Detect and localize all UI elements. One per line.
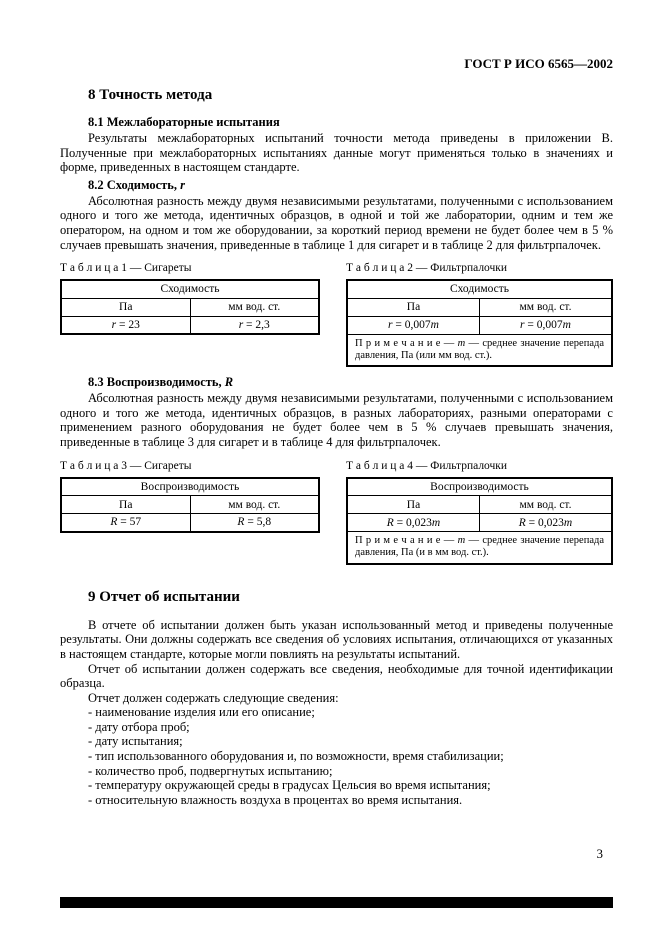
value-text: = 0,023 xyxy=(525,516,564,529)
value-text: = 23 xyxy=(116,318,140,331)
value-variable: r xyxy=(238,318,244,331)
table-row xyxy=(347,514,612,532)
table-4-col-mm: мм вод. ст. xyxy=(480,496,613,514)
table-1-caption: Т а б л и ц а 1 — Сигареты xyxy=(60,262,192,275)
table-1-block xyxy=(60,260,320,335)
table-3-col-pa: Па xyxy=(61,496,190,514)
table-row xyxy=(61,298,319,316)
table-row xyxy=(61,316,319,334)
value-variable: r xyxy=(111,318,117,331)
table-2-header-cell: Сходимость xyxy=(347,280,612,298)
table-2-col-pa: Па xyxy=(347,298,480,316)
section-8-1-title: 8.1 Межлабораторные испытания xyxy=(88,115,280,129)
note-variable: m xyxy=(457,535,466,547)
document-page xyxy=(60,56,613,807)
value-variable: R xyxy=(518,516,526,529)
table-row xyxy=(61,514,319,532)
value-text: = 57 xyxy=(117,516,142,529)
doc-header-number: ГОСТ Р ИСО 6565—2002 xyxy=(464,56,613,71)
table-4-value-pa xyxy=(347,514,480,532)
section-8-3-paragraph: Абсолютная разность между двумя независимыми результатами, полученными с использованием одного и того же метода, идентичных образцов, в разных лабораториях, разными операторами с применением разного оборудования не будет более чем в 5 % случаев превышать значения, приведенные в таблице 3 для сигарет и в таблице 4 для фильтрпалочек. xyxy=(60,391,613,450)
table-1 xyxy=(60,279,320,335)
list-item: - относительную влажность воздуха в процентах во время испытания. xyxy=(88,792,463,807)
table-4-col-pa: Па xyxy=(347,496,480,514)
value-text: = 0,007 xyxy=(524,319,563,332)
table-2-col-mm: мм вод. ст. xyxy=(480,298,613,316)
value-variable: R xyxy=(237,516,245,529)
table-row xyxy=(61,478,319,496)
table-row xyxy=(347,280,612,298)
table-1-col-pa: Па xyxy=(61,298,190,316)
table-2-note xyxy=(347,334,612,366)
table-3-col-mm: мм вод. ст. xyxy=(190,496,319,514)
tables-row-repeatability xyxy=(60,260,613,367)
table-3-value-mm xyxy=(190,514,319,532)
value-variable: m xyxy=(431,516,441,529)
section-8-2-title xyxy=(88,178,613,193)
section-9-paragraph-3: Отчет должен содержать следующие сведения: xyxy=(88,690,339,705)
value-variable: r xyxy=(520,319,525,332)
table-row xyxy=(61,496,319,514)
table-3-block xyxy=(60,458,320,533)
list-item: - температуру окружающей среды в градусах Цельсия во время испытания; xyxy=(88,778,491,793)
table-row xyxy=(347,496,612,514)
section-9-paragraph-2: Отчет об испытании должен содержать все сведения, необходимые для точной идентификации образца. xyxy=(60,661,613,691)
section-8-2-title-variable: r xyxy=(180,177,185,192)
note-text: — среднее значение перепада давления, Па (или мм вод. ст.). xyxy=(355,337,604,361)
table-3 xyxy=(60,477,320,533)
note-text: П р и м е ч а н и е — xyxy=(355,535,458,547)
list-item: - тип использованного оборудования и, по возможности, время стабилизации; xyxy=(88,749,504,764)
table-row xyxy=(61,280,319,298)
value-variable: R xyxy=(110,516,118,529)
table-4-caption: Т а б л и ц а 4 — Фильтрпалочки xyxy=(346,459,508,472)
section-9-paragraph-1: В отчете об испытании должен быть указан использованный метод и приведены полученные результаты. Они должны содержать все сведения об условиях испытания, отличающихся от указанных в настоящем стандарте, которые могли повлиять на результаты испытаний. xyxy=(60,617,613,661)
list-item: - дату отбора проб; xyxy=(88,719,190,734)
table-1-value-pa xyxy=(61,316,190,334)
list-item: - дату испытания; xyxy=(88,734,183,749)
table-4-value-mm xyxy=(480,514,613,532)
value-variable: m xyxy=(562,319,571,332)
list-item: - наименование изделия или его описание; xyxy=(88,705,315,720)
page-number: 3 xyxy=(596,846,603,861)
table-2-block xyxy=(346,260,613,367)
value-text: = 0,023 xyxy=(393,516,432,529)
table-1-header-cell: Сходимость xyxy=(61,280,319,298)
tables-row-reproducibility xyxy=(60,458,613,565)
section-9-title: 9 Отчет об испытании xyxy=(88,588,240,605)
table-row xyxy=(347,478,612,496)
section-8-1-paragraph: Результаты межлабораторных испытаний точности метода приведены в приложении В. Полученные при межлабораторных испытаниях данные могут применяться только в значениях и форме, приведенных в настоящем стандарте. xyxy=(60,131,613,175)
table-3-value-pa xyxy=(61,514,190,532)
table-4-header-cell: Воспроизводимость xyxy=(347,478,612,496)
table-4-note xyxy=(347,532,612,564)
section-8-3-title-variable: R xyxy=(224,375,234,390)
table-1-value-mm xyxy=(190,316,319,334)
value-variable: r xyxy=(388,319,393,332)
table-3-caption: Т а б л и ц а 3 — Сигареты xyxy=(60,459,192,472)
value-text: = 5,8 xyxy=(244,516,272,529)
value-text: = 0,007 xyxy=(392,319,431,332)
table-row xyxy=(347,532,612,564)
table-1-col-mm: мм вод. ст. xyxy=(190,298,319,316)
value-variable: m xyxy=(563,516,573,529)
table-2-caption: Т а б л и ц а 2 — Фильтрпалочки xyxy=(346,262,508,275)
table-4 xyxy=(346,477,613,565)
footer-rule-bar xyxy=(60,897,613,908)
section-8-3-title xyxy=(88,375,613,390)
table-row xyxy=(347,316,612,334)
note-variable: m xyxy=(457,337,466,349)
table-3-header-cell: Воспроизводимость xyxy=(61,478,319,496)
section-8-title: 8 Точность метода xyxy=(88,87,213,103)
value-variable: m xyxy=(430,319,439,332)
report-requirements-list xyxy=(60,705,613,807)
note-text: П р и м е ч а н и е — xyxy=(355,337,458,349)
table-row xyxy=(347,298,612,316)
value-text: = 2,3 xyxy=(243,318,270,331)
section-8-2-title-text: 8.2 Сходимость, xyxy=(88,177,181,192)
section-8-3-title-text: 8.3 Воспроизводимость, xyxy=(88,375,225,390)
value-variable: R xyxy=(386,516,394,529)
table-4-block xyxy=(346,458,613,565)
section-8-2-paragraph: Абсолютная разность между двумя независимыми результатами, полученными с использованием одного и того же метода, идентичных образцов, в одной и той же лаборатории, одним и тем же оператором, на одном и том же оборудовании, за короткий период времени не будет более чем в 5 % случаев превышать значения, приведенные в таблице 1 для сигарет и в таблице 2 для фильтрпалочек. xyxy=(60,193,613,252)
table-2 xyxy=(346,279,613,367)
table-row xyxy=(347,334,612,366)
list-item: - количество проб, подвергнутых испытанию; xyxy=(88,763,333,778)
table-2-value-mm xyxy=(480,316,613,334)
table-2-value-pa xyxy=(347,316,480,334)
note-text: — среднее значение перепада давления, Па (и в мм вод. ст.). xyxy=(355,535,604,559)
